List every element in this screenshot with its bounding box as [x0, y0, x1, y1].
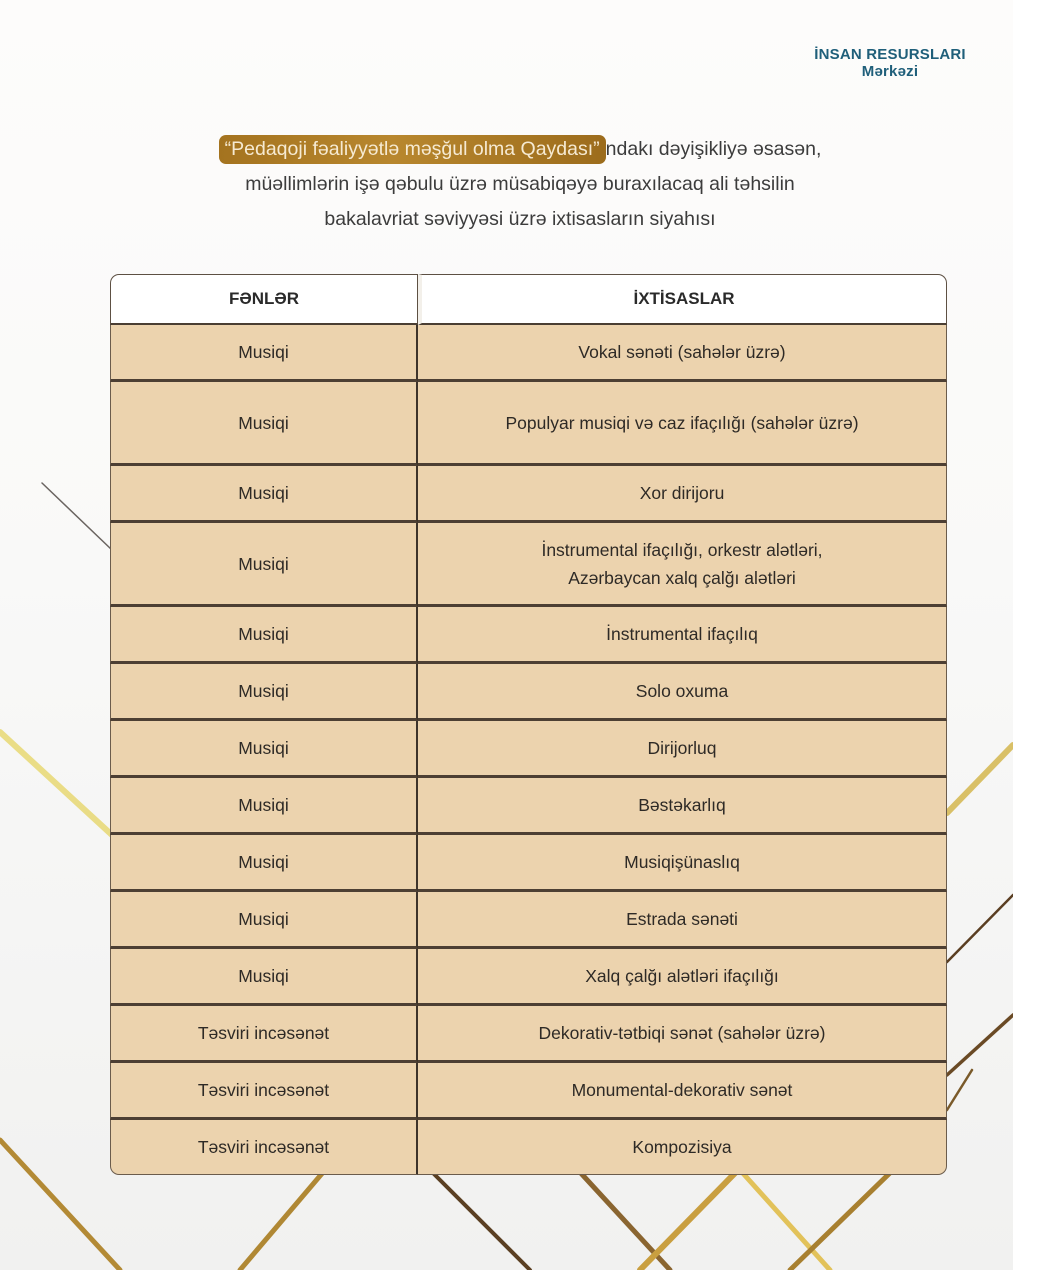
table-row: [110, 382, 947, 466]
column-header-specialties: İXTİSASLAR: [418, 274, 947, 325]
subject-cell: Təsviri incəsənət: [110, 1120, 418, 1175]
specialty-cell: Estrada sənəti: [418, 892, 947, 949]
subject-cell: Musiqi: [110, 466, 418, 523]
specialty-cell: Xalq çalğı alətləri ifaçılığı: [418, 949, 947, 1006]
intro-line-1-rest: ndakı dəyişikliyə əsasən,: [605, 138, 822, 160]
subject-cell: Təsviri incəsənət: [110, 1063, 418, 1120]
specialty-cell: Kompozisiya: [418, 1120, 947, 1175]
specialty-cell: Monumental-dekorativ sənət: [418, 1063, 947, 1120]
specialty-cell: Musiqişünaslıq: [418, 835, 947, 892]
organization-logo: [790, 46, 990, 80]
subject-cell: Musiqi: [110, 664, 418, 721]
specialty-cell: Dekorativ-tətbiqi sənət (sahələr üzrə): [418, 1006, 947, 1063]
table-row: [110, 1063, 947, 1120]
specialty-cell: Solo oxuma: [418, 664, 947, 721]
table-row: [110, 523, 947, 607]
subject-cell: Təsviri incəsənət: [110, 1006, 418, 1063]
subject-cell: Musiqi: [110, 835, 418, 892]
specialty-cell: Vokal sənəti (sahələr üzrə): [418, 325, 947, 382]
table-row: [110, 325, 947, 382]
table-row: [110, 664, 947, 721]
column-header-subjects: FƏNLƏR: [110, 274, 418, 325]
table-row: [110, 607, 947, 664]
specialty-cell: Bəstəkarlıq: [418, 778, 947, 835]
table-row: [110, 466, 947, 523]
subject-cell: Musiqi: [110, 721, 418, 778]
logo-line-1: İNSAN RESURSLARI: [814, 46, 966, 63]
intro-heading: [100, 132, 940, 237]
intro-line-2: müəllimlərin işə qəbulu üzrə müsabiqəyə buraxılacaq ali təhsilin: [245, 173, 795, 195]
specialty-cell: Populyar musiqi və caz ifaçılığı (sahələr üzrə): [418, 382, 947, 466]
table-row: [110, 949, 947, 1006]
specialties-table: [110, 274, 947, 1175]
subject-cell: Musiqi: [110, 949, 418, 1006]
table-row: [110, 1006, 947, 1063]
specialty-cell: İnstrumental ifaçılıq: [418, 607, 947, 664]
table-row: [110, 1120, 947, 1175]
subject-cell: Musiqi: [110, 778, 418, 835]
subject-cell: Musiqi: [110, 892, 418, 949]
intro-line-3: bakalavriat səviyyəsi üzrə ixtisasların siyahısı: [324, 208, 716, 230]
subject-cell: Musiqi: [110, 382, 418, 466]
rule-name-highlight: “Pedaqoji fəaliyyətlə məşğul olma Qaydası”: [219, 135, 606, 164]
right-edge-strip: [1013, 0, 1039, 1270]
table-row: [110, 835, 947, 892]
table-row: [110, 892, 947, 949]
specialty-cell: Dirijorluq: [418, 721, 947, 778]
table-header-row: [110, 274, 947, 325]
subject-cell: Musiqi: [110, 607, 418, 664]
table-row: [110, 778, 947, 835]
subject-cell: Musiqi: [110, 325, 418, 382]
logo-line-2: Mərkəzi: [861, 63, 919, 80]
specialty-cell: İnstrumental ifaçılığı, orkestr alətləri, Azərbaycan xalq çalğı alətləri: [418, 523, 947, 607]
specialty-cell: Xor dirijoru: [418, 466, 947, 523]
subject-cell: Musiqi: [110, 523, 418, 607]
table-row: [110, 721, 947, 778]
